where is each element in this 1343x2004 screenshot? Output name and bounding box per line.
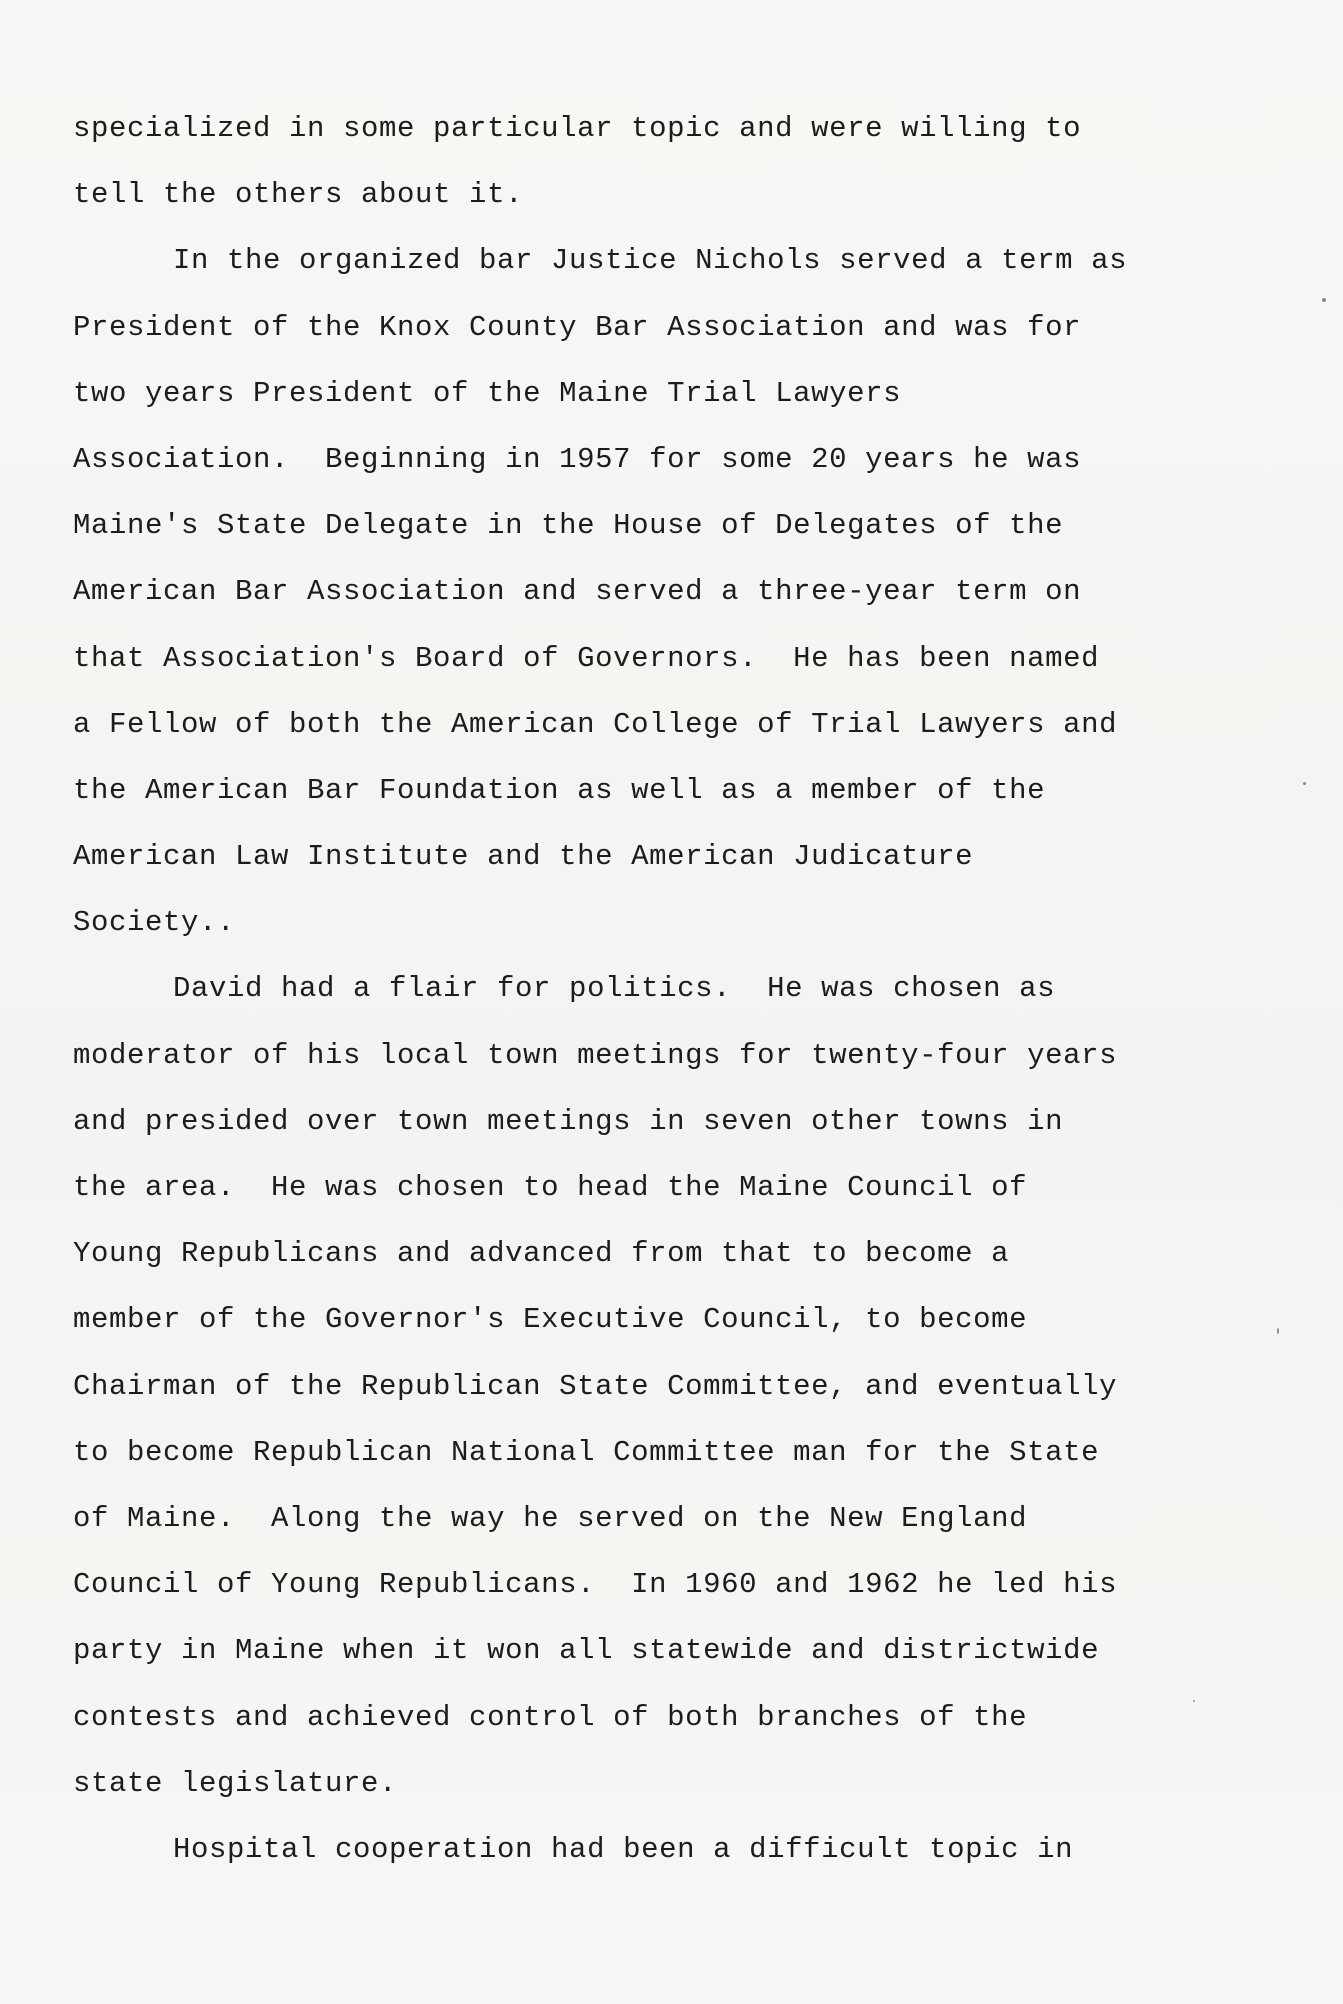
paragraph-first-line: In the organized bar Justice Nichols served a term as <box>173 244 1128 278</box>
text-line: Council of Young Republicans. In 1960 and 1962 he led his <box>73 1568 1118 1602</box>
text-line: Society.. <box>73 906 236 940</box>
text-line: tell the others about it. <box>73 178 524 212</box>
text-line: moderator of his local town meetings for twenty-four years <box>73 1038 1118 1072</box>
text-line: Association. Beginning in 1957 for some 20 years he was <box>73 442 1082 476</box>
text-line: the area. He was chosen to head the Maine Council of <box>73 1171 1028 1204</box>
text-line: President of the Knox County Bar Association and was for <box>73 310 1082 344</box>
text-line: of Maine. Along the way he served on the New England <box>73 1501 1028 1535</box>
text-line: Chairman of the Republican State Committee, and eventually <box>73 1369 1118 1403</box>
paper-speck <box>1303 782 1306 785</box>
text-line: party in Maine when it won all statewide and districtwide <box>73 1634 1100 1668</box>
text-line: Maine's State Delegate in the House of Delegates of the <box>73 509 1064 543</box>
text-line: contests and achieved control of both branches of the <box>73 1700 1028 1734</box>
text-line: that Association's Board of Governors. He has been named <box>73 641 1100 675</box>
text-line: specialized in some particular topic and were willing to <box>73 112 1082 145</box>
text-line: the American Bar Foundation as well as a member of the <box>73 773 1046 807</box>
text-line: member of the Governor's Executive Council, to become <box>73 1303 1028 1337</box>
paper-speck <box>1322 298 1326 302</box>
document-body-text <box>73 96 1273 1883</box>
text-line: American Law Institute and the American Judicature <box>73 840 974 874</box>
text-line: two years President of the Maine Trial Lawyers <box>73 376 902 410</box>
text-line: Young Republicans and advanced from that to become a <box>73 1237 1010 1271</box>
text-line: and presided over town meetings in seven other towns in <box>73 1104 1064 1138</box>
paper-speck <box>1277 1328 1279 1334</box>
text-line: American Bar Association and served a three-year term on <box>73 575 1082 609</box>
paragraph-first-line: David had a flair for politics. He was chosen as <box>173 972 1056 1006</box>
text-line: state legislature. <box>73 1766 398 1800</box>
paragraph-first-line: Hospital cooperation had been a difficult topic in <box>173 1832 1074 1866</box>
text-line: a Fellow of both the American College of Trial Lawyers and <box>73 707 1118 741</box>
text-line: to become Republican National Committee man for the State <box>73 1435 1100 1469</box>
